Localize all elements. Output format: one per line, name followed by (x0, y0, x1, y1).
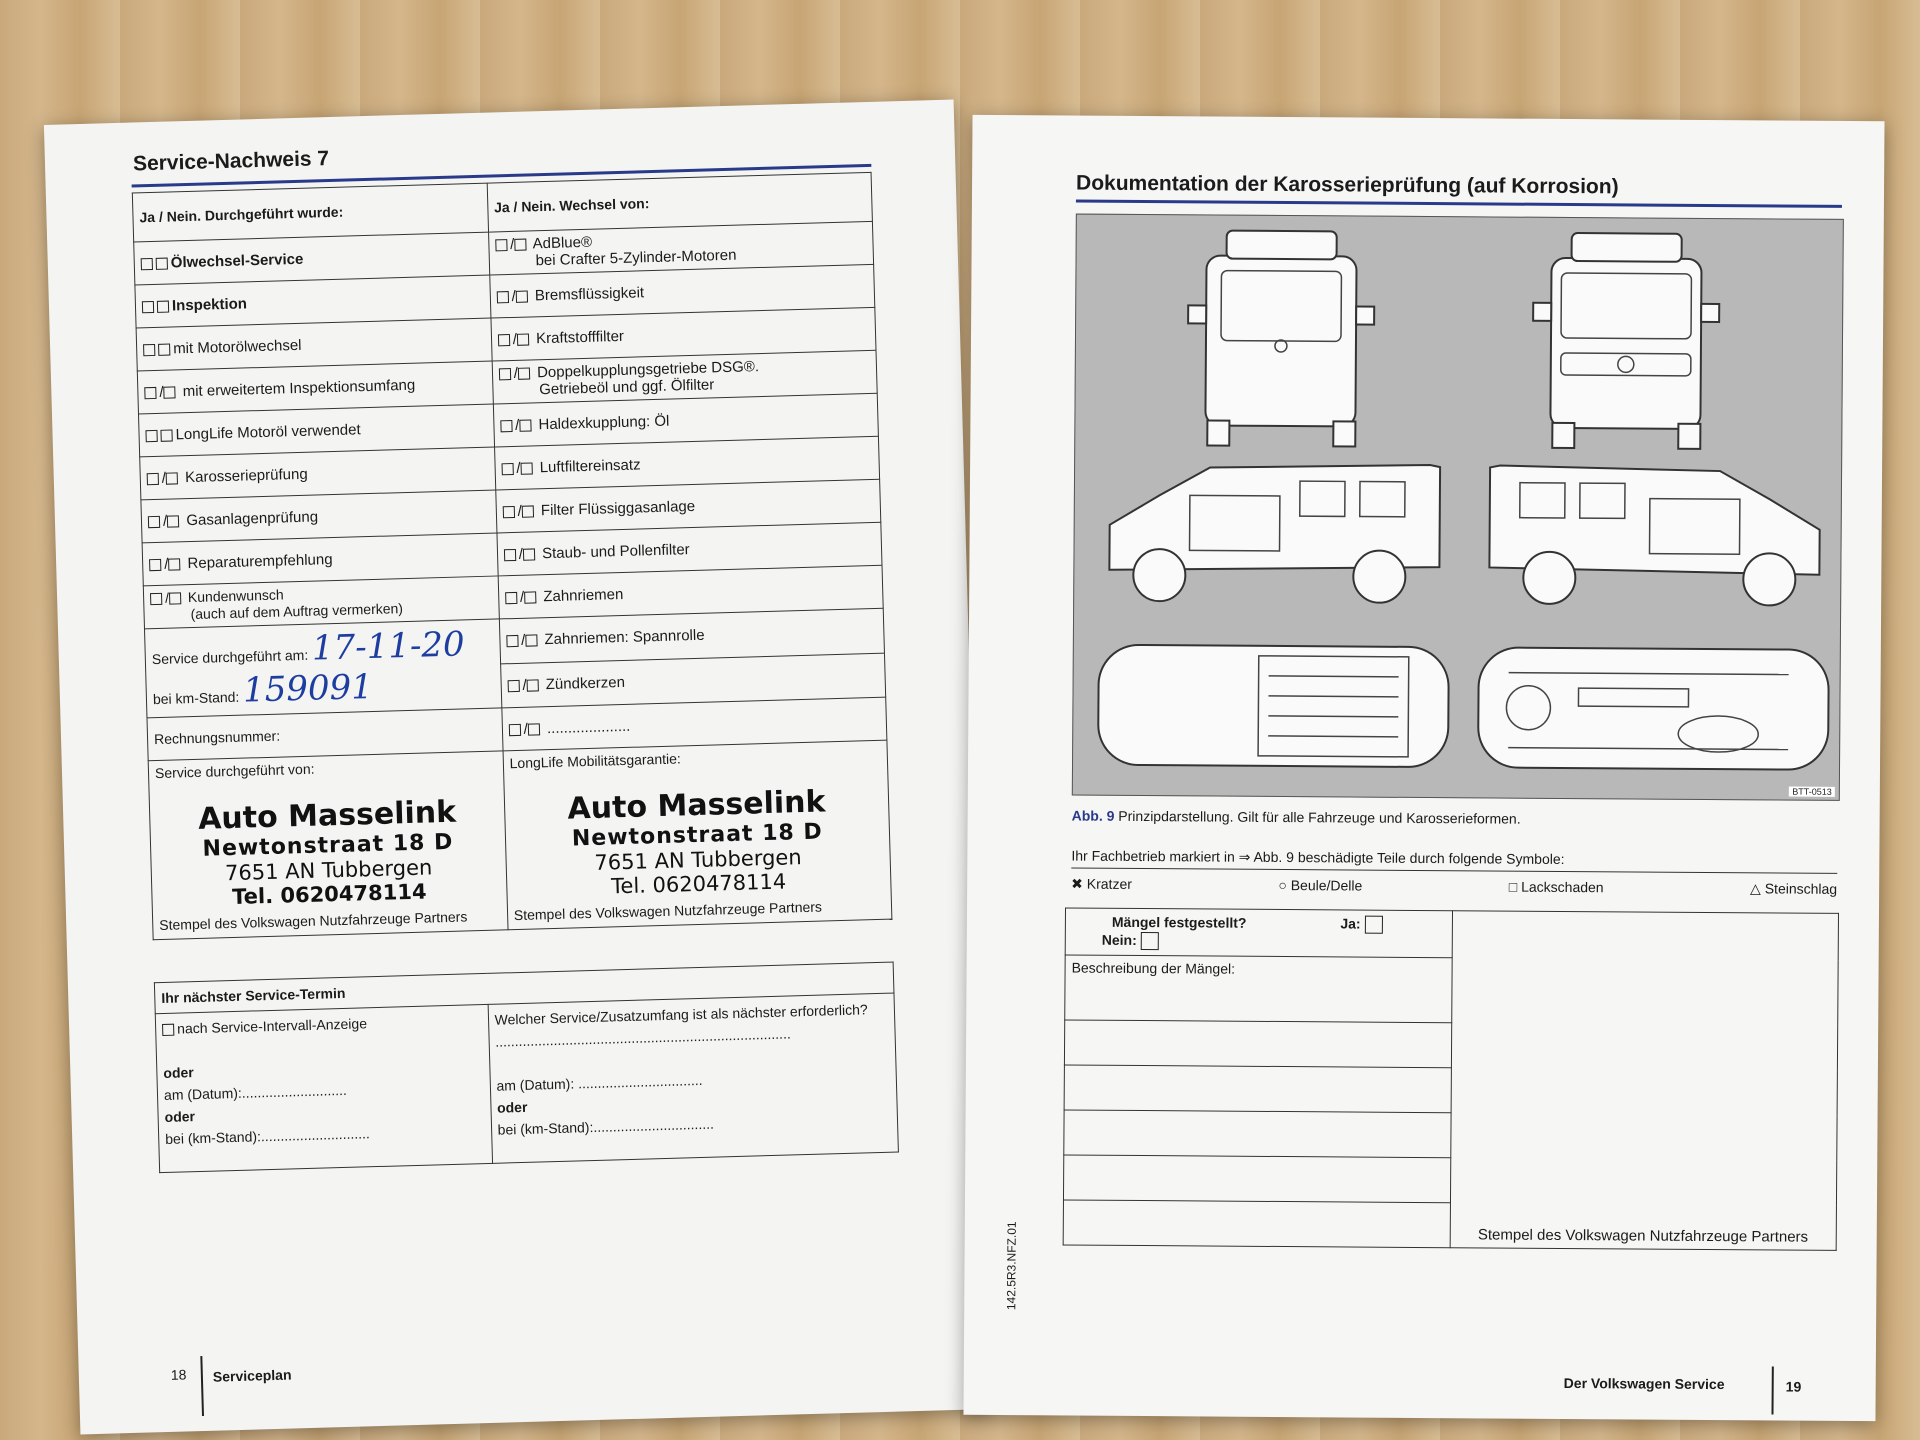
triangle-icon: △ (1750, 880, 1761, 897)
list-item[interactable]: / Zahnriemen (498, 565, 883, 619)
page-title: Service-Nachweis 7 (132, 147, 330, 176)
list-item[interactable]: / Doppelkupplungsgetriebe DSG®. Getriebeöl und ggf. Ölfilter (492, 350, 877, 404)
paint-damage-symbol: □ Lackschaden (1508, 878, 1604, 896)
ja-checkbox[interactable] (1364, 916, 1382, 934)
description-line[interactable] (1063, 1155, 1450, 1203)
next-service-table (154, 962, 899, 1174)
square-icon: □ (1508, 878, 1518, 895)
performed-by-cell: Service durchgeführt von: Auto Masselink Newtonstraat 18 D 7651 AN Tubbergen Tel. 0620478114 Stempel des Volkswagen Nutzfahrzeuge Partners (148, 751, 508, 940)
list-item[interactable]: / mit erweitertem Inspektionsumfang (137, 361, 493, 414)
service-date-cell[interactable]: Service durchgeführt am: 17-11-20 bei km-Stand: 159091 (144, 619, 501, 718)
vehicle-diagram[interactable] (1072, 214, 1844, 801)
dealer-stamp: Auto Masselink Newtonstraat 18 D 7651 AN Tubbergen Tel. 0620478114 (567, 784, 826, 899)
list-item[interactable]: / Bremsflüssigkeit (489, 264, 874, 318)
list-item[interactable]: LongLife Motoröl verwendet (138, 404, 494, 457)
left-page (44, 100, 990, 1435)
list-item[interactable]: Inspektion (135, 275, 491, 328)
dent-symbol: ○ Beule/Delle (1278, 876, 1363, 894)
symbol-legend (1071, 876, 1837, 898)
list-item[interactable]: / Zahnriemen: Spannrolle (499, 608, 884, 663)
footer-label: Der Volkswagen Service (1563, 1374, 1725, 1393)
defects-row: Mängel festgestellt? Ja: Nein: (1065, 908, 1452, 958)
circle-icon: ○ (1278, 876, 1287, 894)
title-rule (1076, 200, 1842, 208)
side-code: 142.5R3.NFZ.01 (1004, 1221, 1019, 1311)
list-item[interactable]: / Gasanlagenprüfung (141, 490, 497, 543)
list-item[interactable]: / AdBlue® bei Crafter 5-Zylinder-Motoren (488, 221, 873, 275)
description-line[interactable] (1064, 1110, 1451, 1158)
dealer-stamp: Auto Masselink Newtonstraat 18 D 7651 AN Tubbergen Tel. 0620478114 (197, 794, 457, 909)
mobility-cell: LongLife Mobilitätsgarantie: Auto Masselink Newtonstraat 18 D 7651 AN Tubbergen Tel. 0620478114 Stempel des Volkswagen Nutzfahrzeuge Partners (503, 740, 892, 930)
stone-chip-symbol: △ Steinschlag (1750, 880, 1838, 897)
description-line[interactable] (1064, 1065, 1451, 1113)
page-number: 19 (1785, 1378, 1802, 1395)
checkbox-icon[interactable] (141, 258, 153, 270)
col2-header: Ja / Nein. Wechsel von: (487, 172, 872, 232)
page-number: 18 (170, 1366, 187, 1383)
next-service-title: Ihr nächster Service-Termin (154, 962, 894, 1014)
col1-header: Ja / Nein. Durchgeführt wurde: (132, 183, 488, 242)
footer-divider (1771, 1366, 1773, 1414)
description-line[interactable] (1063, 1200, 1450, 1248)
list-item[interactable]: / Haldexkupplung: Öl (493, 393, 878, 447)
next-service-right[interactable]: Welcher Service/Zusatzumfang ist als nächster erforderlich? ............................................................................ am (Datum): ................................ oder bei (km-Stand):............................... (488, 993, 899, 1163)
figure-code: BTT-0513 (1789, 787, 1835, 797)
list-item[interactable]: / Luftfiltereinsatz (494, 436, 879, 490)
stamp-cell: Stempel des Volkswagen Nutzfahrzeuge Partners (1450, 911, 1839, 1251)
handwritten-km: 159091 (242, 667, 374, 711)
list-item[interactable]: / Zündkerzen (500, 653, 885, 708)
list-item[interactable]: / Kundenwunsch (auch auf dem Auftrag vermerken) (143, 576, 499, 629)
next-service-left[interactable]: nach Service-Intervall-Anzeige oder am (Datum):........................... oder bei (km-Stand):............................ (155, 1004, 492, 1172)
vehicle-drawing (1073, 215, 1843, 800)
description-line[interactable] (1064, 1020, 1451, 1068)
marking-text: Ihr Fachbetrieb markiert in ⇒ Abb. 9 beschädigte Teile durch folgende Symbole: (1071, 847, 1565, 867)
right-page (963, 115, 1884, 1421)
invoice-cell[interactable]: Rechnungsnummer: (147, 708, 503, 761)
list-item[interactable]: / Karosserieprüfung (140, 447, 496, 500)
list-item[interactable]: / Filter Flüssiggasanlage (495, 479, 880, 533)
handwritten-date: 17-11-20 (311, 624, 466, 669)
list-item[interactable]: / Reparaturempfehlung (142, 533, 498, 586)
footer-divider (200, 1356, 204, 1416)
nein-checkbox[interactable] (1141, 932, 1159, 950)
list-item[interactable]: / .................... (502, 697, 887, 751)
description-label[interactable]: Beschreibung der Mängel: (1065, 955, 1452, 1023)
list-item[interactable]: Ölwechsel-Service (134, 232, 490, 285)
defects-table (1063, 907, 1839, 1250)
scratch-symbol: ✖ Kratzer (1071, 875, 1132, 892)
x-icon: ✖ (1071, 875, 1083, 892)
list-item[interactable]: mit Motorölwechsel (136, 318, 492, 371)
service-table (132, 172, 893, 940)
footer-label: Serviceplan (212, 1366, 292, 1385)
list-item[interactable]: / Kraftstofffilter (491, 307, 876, 361)
figure-caption: Abb. 9 Prinzipdarstellung. Gilt für alle Fahrzeuge und Karosserieformen. (1071, 807, 1521, 827)
divider (1071, 868, 1837, 874)
page-title: Dokumentation der Karosserieprüfung (auf Korrosion) (1075, 171, 1619, 199)
list-item[interactable]: / Staub- und Pollenfilter (497, 522, 882, 576)
